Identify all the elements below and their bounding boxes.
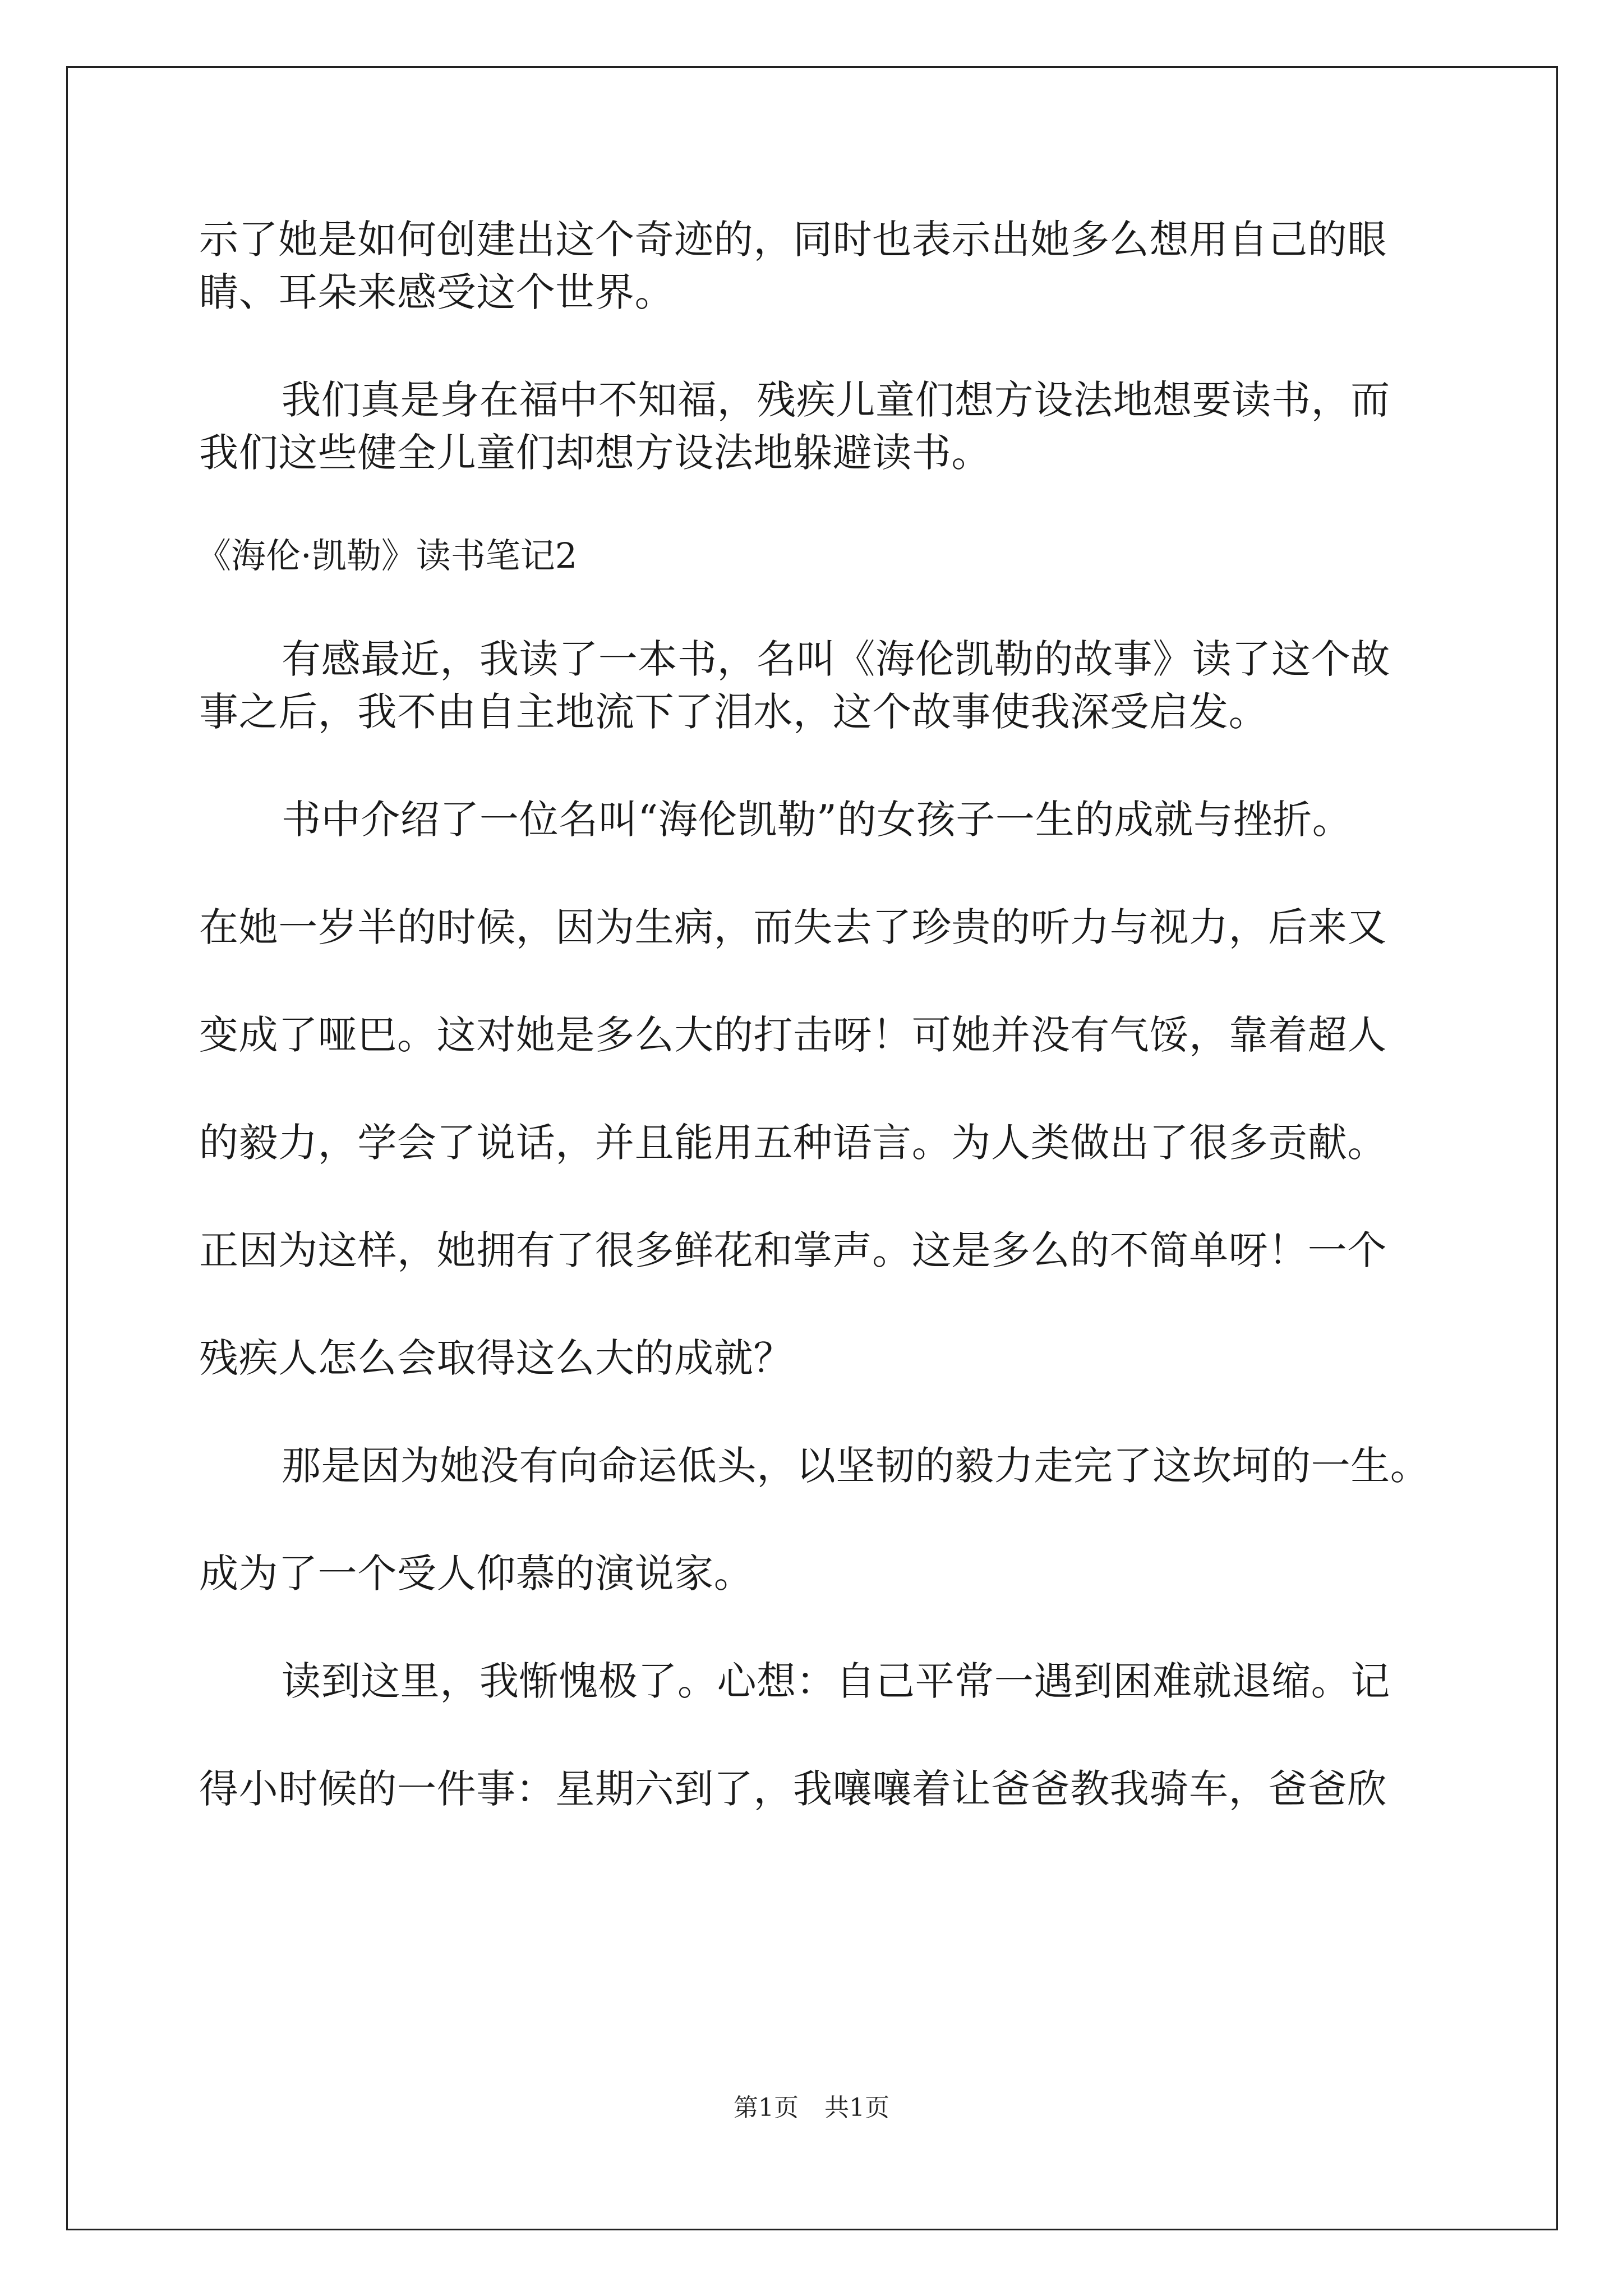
paragraph xyxy=(199,793,1433,1384)
text-line: 示了她是如何创建出这个奇迹的，同时也表示出她多么想用自己的眼 xyxy=(199,217,1387,263)
text-line: 我们这些健全儿童们却想方设法地躲避读书。 xyxy=(199,430,991,476)
paragraph xyxy=(199,1439,1433,1600)
text-line: 睛、耳朵来感受这个世界。 xyxy=(199,269,675,315)
page-number-total: 共1页 xyxy=(824,2093,889,2122)
text-line: 读到这里，我惭愧极了。心想：自己平常一遇到困难就退缩。记 xyxy=(282,1658,1390,1704)
paragraph xyxy=(199,633,1433,738)
text-line: 的毅力，学会了说话，并且能用五种语言。为人类做出了很多贡献。 xyxy=(199,1120,1387,1166)
text-line: 书中介绍了一位名叫“海伦凯勒”的女孩子一生的成就与挫折。 xyxy=(282,797,1352,843)
text-line: 正因为这样，她拥有了很多鲜花和掌声。这是多么的不简单呀！一个 xyxy=(199,1227,1387,1273)
text-line: 残疾人怎么会取得这么大的成就？ xyxy=(199,1335,793,1381)
paragraph xyxy=(199,1655,1433,1815)
page-number-current: 第1页 xyxy=(734,2093,799,2122)
text-line: 事之后，我不由自主地流下了泪水，这个故事使我深受启发。 xyxy=(199,689,1269,735)
text-line: 在她一岁半的时候，因为生病，而失去了珍贵的听力与视力，后来又 xyxy=(199,904,1387,950)
text-line: 我们真是身在福中不知福，残疾儿童们想方设法地想要读书，而 xyxy=(282,377,1390,423)
paragraph xyxy=(199,374,1433,479)
paragraph xyxy=(199,213,1433,319)
text-line: 得小时候的一件事：星期六到了，我嚷嚷着让爸爸教我骑车，爸爸欣 xyxy=(199,1766,1387,1812)
page-footer xyxy=(0,2091,1623,2125)
text-line: 那是因为她没有向命运低头，以坚韧的毅力走完了这坎坷的一生。 xyxy=(282,1443,1430,1489)
section-heading xyxy=(196,530,1433,582)
text-line: 成为了一个受人仰慕的演说家。 xyxy=(199,1550,754,1596)
document-body xyxy=(196,213,1433,1815)
text-line: 有感最近，我读了一本书，名叫《海伦凯勒的故事》读了这个故 xyxy=(282,636,1390,682)
text-line: 变成了哑巴。这对她是多么大的打击呀！可她并没有气馁，靠着超人 xyxy=(199,1012,1387,1058)
heading-text: 《海伦·凯勒》读书笔记2 xyxy=(196,535,578,576)
